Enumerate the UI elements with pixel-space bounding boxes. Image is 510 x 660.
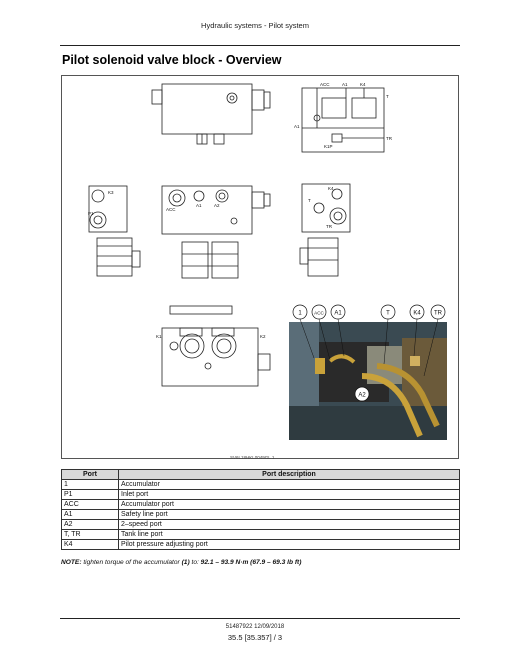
port-cell: 1 <box>62 480 119 490</box>
svg-text:T: T <box>386 94 389 99</box>
port-cell: K4 <box>62 540 119 550</box>
col-port-description: Port description <box>119 470 460 480</box>
note-lead: NOTE: <box>61 559 82 566</box>
torque-note <box>61 559 301 566</box>
valve-block-figure <box>61 75 459 459</box>
svg-text:K1P: K1P <box>324 144 333 149</box>
left-view-drawing <box>89 186 140 276</box>
table-row <box>62 520 460 530</box>
svg-text:T: T <box>386 310 390 317</box>
table-row <box>62 530 460 540</box>
hydraulic-schematic <box>302 88 384 152</box>
description-cell: 2–speed port <box>119 520 460 530</box>
table-row <box>62 490 460 500</box>
table-row <box>62 510 460 520</box>
description-cell: Tank line port <box>119 530 460 540</box>
port-table <box>61 469 460 550</box>
svg-text:K4: K4 <box>360 82 366 87</box>
header-rule <box>60 45 460 46</box>
table-row <box>62 540 460 550</box>
svg-text:K4: K4 <box>328 186 334 191</box>
table-header-row <box>62 470 460 480</box>
section-title: Pilot solenoid valve block - Overview <box>62 53 282 67</box>
svg-text:ACC: ACC <box>320 82 330 87</box>
description-cell: Inlet port <box>119 490 460 500</box>
svg-text:T: T <box>308 198 311 203</box>
note-text-2: to: <box>189 559 201 566</box>
footer-doc-id: 51487922 12/09/2018 <box>225 624 285 630</box>
svg-text:TR: TR <box>386 136 392 141</box>
port-cell: P1 <box>62 490 119 500</box>
port-cell: T, TR <box>62 530 119 540</box>
description-cell: Accumulator <box>119 480 460 490</box>
svg-text:P1: P1 <box>88 211 94 216</box>
table-row <box>62 500 460 510</box>
svg-text:K2: K2 <box>260 334 266 339</box>
col-port: Port <box>62 470 119 480</box>
footer-page-number: 35.5 [35.357] / 3 <box>227 633 283 642</box>
svg-text:K3: K3 <box>108 190 114 195</box>
valve-drawings <box>62 76 460 460</box>
description-cell: Pilot pressure adjusting port <box>119 540 460 550</box>
figure-id-label: SV6L18HKL0049GL 1 <box>230 455 275 460</box>
svg-text:A2: A2 <box>214 203 220 208</box>
port-cell: A2 <box>62 520 119 530</box>
svg-text:K4: K4 <box>413 310 421 317</box>
svg-text:ACC: ACC <box>314 310 324 316</box>
svg-text:1: 1 <box>298 310 302 317</box>
photo-valve-block <box>289 322 447 440</box>
svg-text:A1: A1 <box>334 310 342 317</box>
svg-text:TR: TR <box>326 224 332 229</box>
port-cell: ACC <box>62 500 119 510</box>
svg-text:A1: A1 <box>342 82 348 87</box>
description-cell: Safety line port <box>119 510 460 520</box>
header-title: Hydraulic systems - Pilot system <box>201 21 309 30</box>
table-row <box>62 480 460 490</box>
note-ref: (1) <box>181 559 190 566</box>
center-view-drawing <box>162 186 270 278</box>
bottom-view-drawing <box>162 306 270 386</box>
footer-rule <box>60 618 460 619</box>
svg-text:A1: A1 <box>196 203 202 208</box>
description-cell: Accumulator port <box>119 500 460 510</box>
svg-text:K1: K1 <box>156 334 162 339</box>
note-text: tighten torque of the accumulator <box>81 559 182 566</box>
svg-text:A2: A2 <box>358 392 366 399</box>
top-view-drawing <box>152 84 270 144</box>
svg-text:A1: A1 <box>294 124 300 129</box>
note-value: 92.1 – 93.9 N·m (67.9 – 69.3 lb ft) <box>200 559 302 566</box>
port-cell: A1 <box>62 510 119 520</box>
svg-text:ACC: ACC <box>166 207 176 212</box>
svg-text:TR: TR <box>434 310 442 317</box>
